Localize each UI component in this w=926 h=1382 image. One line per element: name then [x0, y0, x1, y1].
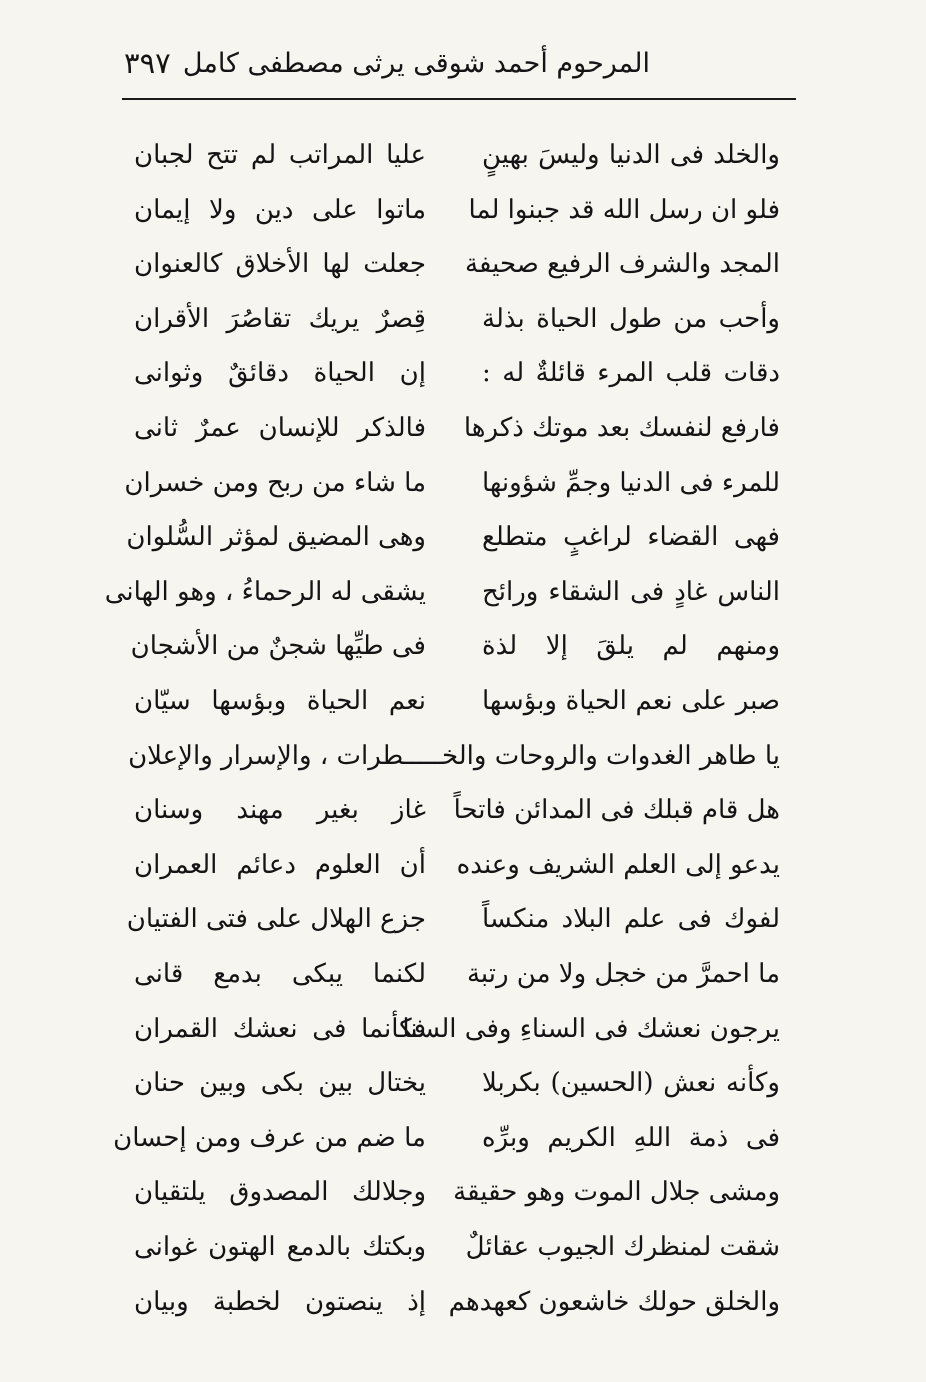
verse-first-hemistich: الناس غادٍ فى الشقاء ورائح	[482, 576, 780, 607]
verse-second-hemistich: وهى المضيق لمؤثر السُّلوان	[126, 522, 426, 553]
verse-line	[128, 130, 788, 180]
verse-line	[128, 1277, 788, 1327]
verse-first-hemistich: شقت لمنظرك الجيوب عقائلٌ	[465, 1232, 780, 1262]
verse-line	[128, 1058, 788, 1108]
verse-second-hemistich: نعم الحياة وبؤسها سيّان	[134, 686, 426, 716]
verse-first-hemistich: يدعو إلى العلم الشريف وعنده	[456, 849, 780, 880]
verse-second-hemistich: جزع الهلال على فتى الفتيان	[126, 904, 426, 935]
verse-line	[128, 621, 788, 671]
verse-second-hemistich: يشقى له الرحماءُ ، وهو الهانى	[104, 576, 426, 607]
verse-second-hemistich: فكأنما فى نعشك القمران	[134, 1013, 426, 1044]
page-number: ٣٩٧	[124, 46, 171, 80]
verse-second-hemistich: عليا المراتب لم تتح لجبان	[134, 140, 426, 170]
verse-line	[128, 949, 788, 999]
verse-first-hemistich: ومشى جلال الموت وهو حقيقة	[453, 1177, 780, 1208]
verse-line	[128, 294, 788, 344]
verse-second-hemistich: إذ ينصتون لخطبة وبيان	[134, 1286, 426, 1317]
verse-line	[128, 840, 788, 890]
page-title: المرحوم أحمد شوقى يرثى مصطفى كامل	[182, 48, 650, 79]
verse-first-hemistich: وكأنه نعش (الحسين) بكربلا	[482, 1068, 780, 1099]
verse-second-hemistich: يختال بين بكى وبين حنان	[134, 1068, 426, 1099]
verse-first-hemistich: فى ذمة اللهِ الكريم وبرِّه	[482, 1122, 780, 1153]
verse-second-hemistich: ما ضم من عرف ومن إحسان	[113, 1122, 426, 1153]
verse-line	[128, 185, 788, 235]
verse-first-hemistich: صبر على نعم الحياة وبؤسها	[482, 686, 780, 716]
poem-body	[104, 130, 788, 1330]
verse-second-hemistich: ماتوا على دين ولا إيمان	[134, 194, 426, 225]
verse-line	[128, 403, 788, 453]
verse-first-hemistich: فارفع لنفسك بعد موتك ذكرها	[463, 413, 780, 443]
verse-first-hemistich: لفوك فى علم البلاد منكساً	[482, 904, 780, 935]
verse-second-hemistich: فى طيِّها شجنٌ من الأشجان	[130, 631, 426, 662]
verse-first-hemistich: المجد والشرف الرفيع صحيفة	[465, 249, 780, 280]
verse-first-hemistich: هل قام قبلك فى المدائن فاتحاً	[453, 795, 780, 826]
verse-second-hemistich: جعلت لها الأخلاق كالعنوان	[134, 249, 426, 280]
verse-second-hemistich: غاز بغير مهند وسنان	[134, 795, 426, 826]
verse-second-hemistich: أن العلوم دعائم العمران	[134, 849, 426, 880]
verse-first-hemistich: دقات قلب المرء قائلةٌ له :	[482, 358, 780, 389]
verse-first-hemistich: والخلد فى الدنيا وليسَ بهينٍ	[482, 140, 780, 170]
verse-second-hemistich: قِصرٌ يريك تقاصُرَ الأقران	[134, 303, 426, 334]
verse-line	[128, 512, 788, 562]
verse-line	[128, 1004, 788, 1054]
verse-line	[128, 1167, 788, 1217]
header-divider	[122, 98, 796, 100]
verse-first-hemistich: فهى القضاء لراغبٍ متطلع	[482, 522, 780, 553]
verse-first-hemistich: فلو ان رسل الله قد جبنوا لما	[468, 194, 780, 225]
verse-second-hemistich: فالذكر للإنسان عمرٌ ثانى	[134, 413, 426, 443]
verse-line	[128, 731, 788, 781]
verse-line	[128, 1222, 788, 1272]
verse-joined-hemistich: يا طاهر الغدوات والروحات والخـــــطرات ، والإسرار والإعلان	[128, 740, 780, 771]
verse-first-hemistich: وأحب من طول الحياة بذلة	[482, 303, 780, 334]
verse-first-hemistich: ما احمرَّ من خجل ولا من رتبة	[466, 959, 780, 989]
verse-second-hemistich: وجلالك المصدوق يلتقيان	[134, 1177, 426, 1208]
verse-line	[128, 239, 788, 289]
verse-second-hemistich: وبكتك بالدمع الهتون غوانى	[134, 1232, 426, 1262]
verse-line	[113, 1113, 788, 1163]
verse-first-hemistich: يرجون نعشك فى السناءِ وفى السنا	[402, 1013, 780, 1044]
verse-line	[128, 676, 788, 726]
verse-second-hemistich: ما شاء من ربح ومن خسران	[124, 467, 426, 498]
verse-second-hemistich: إن الحياة دقائقٌ وثوانى	[134, 358, 426, 389]
verse-line	[128, 894, 788, 944]
verse-line	[128, 785, 788, 835]
verse-line	[128, 348, 788, 398]
verse-first-hemistich: والخلق حولك خاشعون كعهدهم	[448, 1286, 780, 1317]
verse-second-hemistich: لكنما يبكى بدمع قانى	[134, 959, 426, 989]
verse-first-hemistich: ومنهم لم يلقَ إلا لذة	[482, 631, 780, 662]
verse-line	[124, 458, 788, 508]
running-header	[120, 40, 800, 96]
verse-first-hemistich: للمرء فى الدنيا وجمِّ شؤونها	[482, 467, 780, 498]
verse-line	[104, 567, 788, 617]
